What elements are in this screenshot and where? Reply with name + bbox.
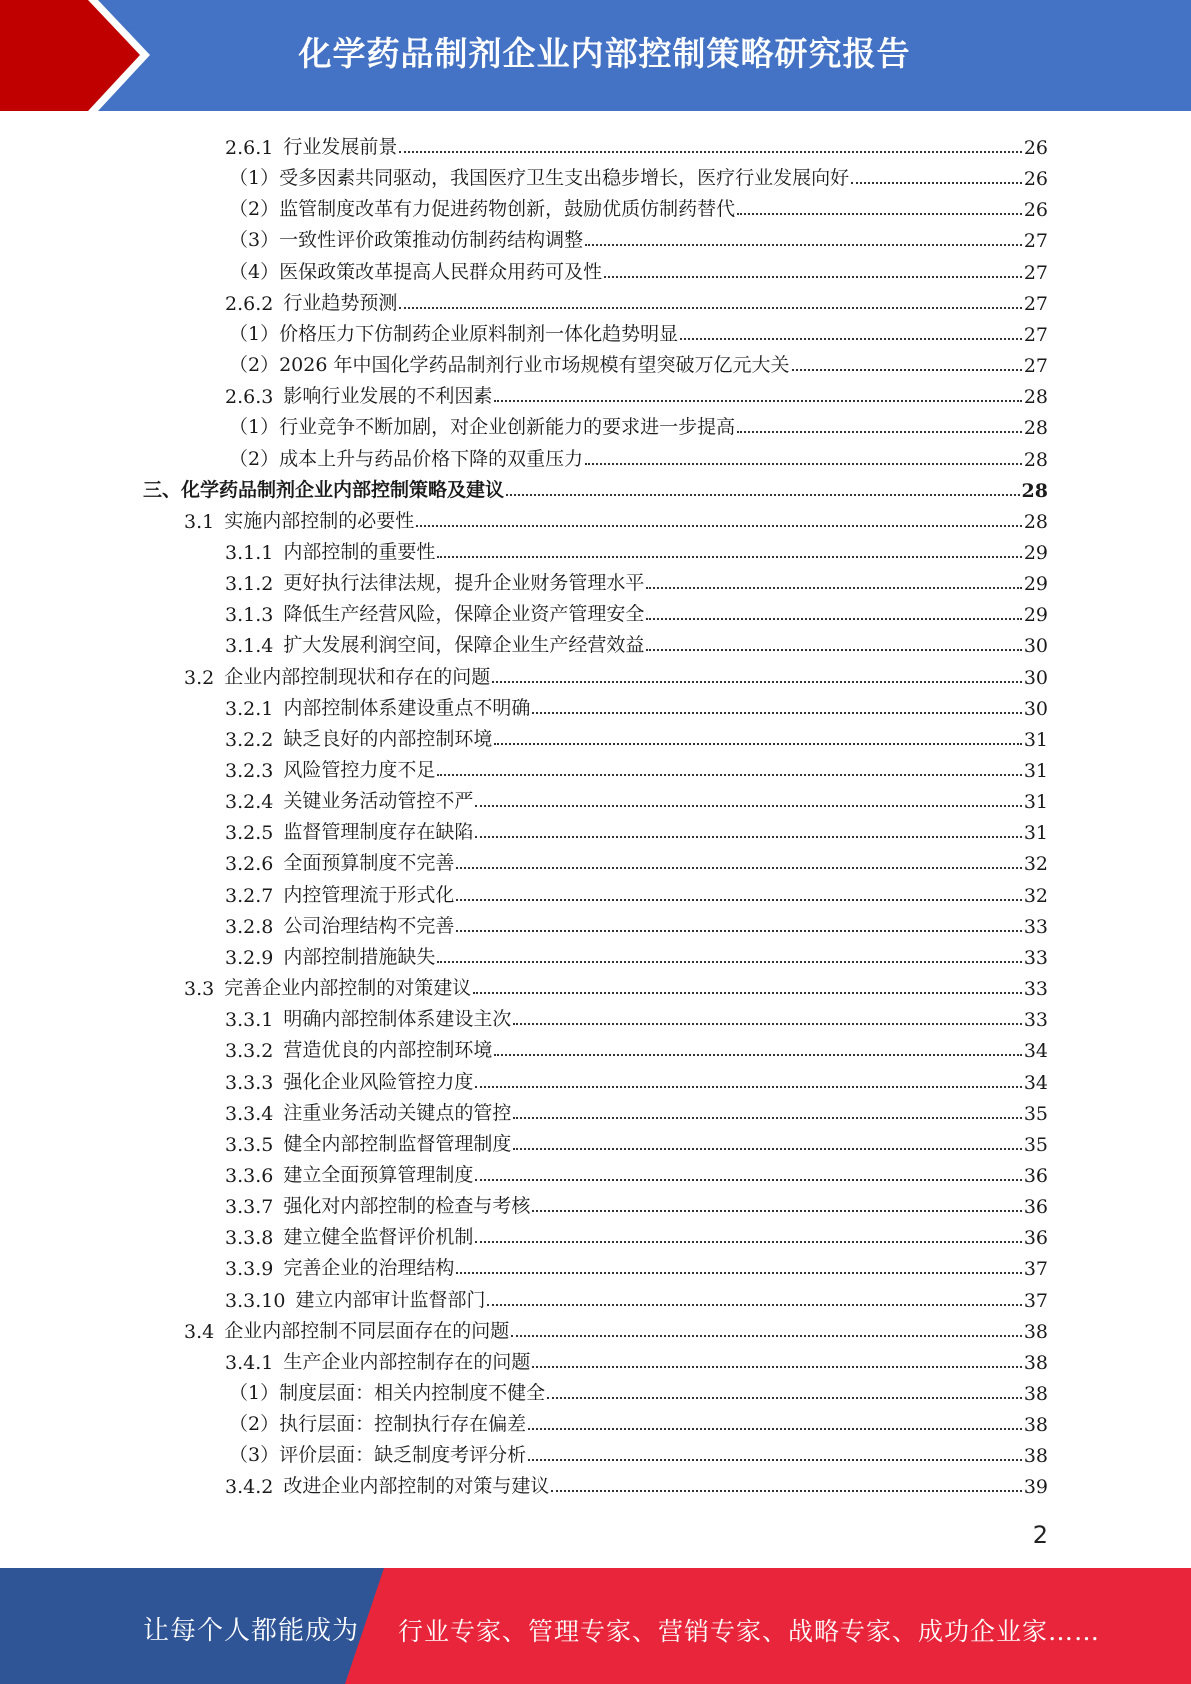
toc-entry-title: 扩大发展利润空间，保障企业生产经营效益	[283, 634, 645, 657]
toc-leader-dots	[475, 1086, 1021, 1088]
toc-entry-number: （3）	[229, 229, 280, 252]
toc-entry-number: 3.3.5	[225, 1133, 274, 1156]
toc-entry-title: 建立内部审计监督部门	[295, 1288, 486, 1311]
toc-entry-page: 36	[1023, 1227, 1048, 1250]
toc-entry[interactable]	[184, 1312, 1048, 1343]
toc-entry-page: 31	[1023, 760, 1048, 782]
toc-entry-page: 31	[1023, 822, 1048, 845]
toc-leader-dots	[494, 400, 1021, 402]
toc-entry-page: 28	[1023, 510, 1048, 533]
toc-entry-number: 三、	[143, 478, 182, 501]
toc-entry[interactable]	[225, 1063, 1048, 1094]
toc-entry-page: 33	[1023, 915, 1048, 938]
toc-entry-page: 37	[1023, 1289, 1048, 1312]
toc-entry-page: 27	[1023, 292, 1048, 315]
toc-entry-title: 影响行业发展的不利因素	[283, 385, 493, 408]
toc-entry-title: 化学药品制剂企业内部控制策略及建议	[181, 478, 505, 501]
toc-entry-page: 28	[1023, 417, 1048, 440]
toc-entry[interactable]	[225, 128, 1048, 159]
document-title: 化学药品制剂企业内部控制策略研究报告	[298, 34, 911, 73]
footer-slogan: 让每个人都能成为	[143, 1616, 360, 1646]
toc-entry[interactable]	[229, 190, 1048, 221]
toc-entry-title: 监督管理制度存在缺陷	[283, 821, 474, 844]
toc-leader-dots	[585, 244, 1022, 246]
toc-leader-dots	[473, 992, 1022, 994]
toc-entry[interactable]	[229, 253, 1048, 284]
toc-entry[interactable]	[225, 533, 1048, 564]
toc-entry-title: 强化对内部控制的检查与考核	[283, 1195, 531, 1218]
toc-entry-title: 关键业务活动管控不严	[283, 790, 474, 813]
toc-entry-number: 3.1	[184, 510, 215, 533]
toc-entry[interactable]	[225, 1187, 1048, 1218]
toc-entry-page: 29	[1023, 573, 1048, 596]
toc-entry-title: 价格压力下仿制药企业原料制剂一体化趋势明显	[279, 322, 679, 345]
toc-entry[interactable]	[225, 284, 1048, 315]
toc-entry-number: （4）	[229, 260, 280, 283]
toc-entry-page: 29	[1023, 541, 1048, 564]
toc-entry-title: 内控管理流于形式化	[283, 883, 455, 906]
toc-entry[interactable]	[225, 1218, 1048, 1249]
toc-leader-dots	[492, 681, 1022, 683]
toc-entry-number: 3.4.2	[225, 1476, 274, 1499]
toc-entry-number: 3.2.8	[225, 915, 274, 938]
toc-entry-page: 39	[1023, 1476, 1048, 1499]
toc-entry-title: 一致性评价政策推动仿制药结构调整	[279, 229, 584, 252]
toc-entry-number: 3.2.1	[225, 697, 274, 720]
toc-leader-dots	[646, 587, 1021, 589]
toc-entry-title: 全面预算制度不完善	[283, 852, 455, 875]
toc-entry-title: 执行层面：控制执行存在偏差	[279, 1413, 527, 1436]
toc-entry-number: 3.3.10	[225, 1289, 286, 1312]
toc-entry-number: 3.2.6	[225, 853, 274, 876]
toc-entry-title: 监管制度改革有力促进药物创新，鼓励优质仿制药替代	[279, 198, 736, 221]
toc-entry-number: 3.2.2	[225, 728, 274, 751]
toc-entry[interactable]	[225, 751, 1048, 782]
toc-entry[interactable]	[229, 221, 1048, 252]
toc-leader-dots	[528, 1459, 1022, 1461]
toc-entry-title: 明确内部控制体系建设主次	[283, 1008, 512, 1031]
toc-entry-title: 完善企业内部控制的对策建议	[224, 977, 472, 1000]
toc-entry-number: 3.3.1	[225, 1009, 274, 1032]
toc-entry-page: 38	[1023, 1351, 1048, 1374]
toc-entry-title: 完善企业的治理结构	[283, 1257, 455, 1280]
toc-leader-dots	[475, 836, 1021, 838]
toc-leader-dots	[494, 743, 1021, 745]
toc-entry-title: 内部控制的重要性	[283, 540, 436, 563]
toc-leader-dots	[585, 463, 1022, 465]
toc-entry-number: （3）	[229, 1444, 280, 1467]
toc-leader-dots	[680, 338, 1022, 340]
toc-entry-page: 31	[1023, 791, 1048, 814]
toc-entry-number: 2.6.2	[225, 292, 274, 315]
toc-leader-dots	[511, 1335, 1022, 1337]
toc-entry-title: 营造优良的内部控制环境	[283, 1039, 493, 1062]
toc-entry-title: 健全内部控制监督管理制度	[283, 1132, 512, 1155]
toc-entry[interactable]	[229, 159, 1048, 190]
toc-entry[interactable]	[229, 346, 1048, 377]
toc-leader-dots	[437, 556, 1021, 558]
toc-entry[interactable]	[225, 1000, 1048, 1031]
toc-entry-page: 27	[1023, 261, 1048, 284]
toc-entry-number: 3.3.4	[225, 1102, 274, 1125]
toc-leader-dots	[513, 1023, 1021, 1025]
toc-entry-title: 强化企业风险管控力度	[283, 1070, 474, 1093]
toc-entry-number: （1）	[229, 416, 280, 439]
toc-entry[interactable]	[225, 813, 1048, 844]
toc-entry-number: 3.3.3	[225, 1071, 274, 1094]
toc-entry-number: 3.1.2	[225, 573, 274, 596]
toc-entry-page: 27	[1023, 323, 1048, 346]
toc-entry-number: 3.1.3	[225, 604, 274, 627]
toc-entry-title: 实施内部控制的必要性	[224, 509, 415, 532]
toc-entry-page: 32	[1023, 853, 1048, 876]
toc-entry-title: 行业趋势预测	[283, 291, 398, 314]
toc-entry-page: 33	[1023, 1009, 1048, 1032]
toc-leader-dots	[604, 276, 1022, 278]
toc-entry-page: 38	[1023, 1445, 1048, 1468]
toc-entry-number: 3.4	[184, 1320, 215, 1343]
toc-entry[interactable]	[184, 502, 1048, 533]
toc-entry-title: 缺乏良好的内部控制环境	[283, 727, 493, 750]
toc-entry-number: 3.2	[184, 666, 215, 689]
toc-leader-dots	[456, 1272, 1021, 1274]
toc-entry-title: 成本上升与药品价格下降的双重压力	[279, 447, 584, 470]
toc-entry-page: 27	[1023, 355, 1048, 378]
toc-entry[interactable]	[225, 844, 1048, 875]
toc-entry[interactable]	[229, 1436, 1048, 1467]
toc-leader-dots	[456, 930, 1021, 932]
toc-entry-title: 风险管控力度不足	[283, 759, 436, 781]
toc-leader-dots	[399, 307, 1021, 309]
toc-entry-number: （2）	[229, 1413, 280, 1436]
page-number: 2	[1032, 1521, 1048, 1549]
page-footer	[0, 1568, 1191, 1684]
toc-leader-dots	[532, 712, 1021, 714]
toc-entry[interactable]	[225, 907, 1048, 938]
toc-leader-dots	[646, 618, 1021, 620]
toc-entry-number: （1）	[229, 167, 280, 190]
toc-leader-dots	[646, 649, 1021, 651]
toc-leader-dots	[399, 151, 1021, 153]
toc-entry-number: 3.2.5	[225, 822, 274, 845]
toc-entry-number: 3.3.9	[225, 1258, 274, 1281]
toc-entry-page: 27	[1023, 230, 1048, 253]
toc-leader-dots	[547, 1397, 1022, 1399]
footer-tagline: 行业专家、管理专家、营销专家、战略专家、成功企业家……	[398, 1617, 1101, 1646]
toc-entry[interactable]	[225, 626, 1048, 657]
toc-entry[interactable]	[225, 720, 1048, 751]
toc-entry[interactable]	[225, 1343, 1048, 1374]
toc-entry-title: 建立健全监督评价机制	[283, 1226, 474, 1249]
toc-entry[interactable]	[229, 1405, 1048, 1436]
toc-entry[interactable]	[225, 1249, 1048, 1280]
toc-entry-number: 3.3.8	[225, 1227, 274, 1250]
toc-entry-page: 36	[1023, 1196, 1048, 1219]
toc-entry-title: 注重业务活动关键点的管控	[283, 1101, 512, 1124]
toc-entry-title: 内部控制措施缺失	[283, 945, 436, 968]
toc-entry-title: 公司治理结构不完善	[283, 914, 455, 937]
toc-entry-number: （2）	[229, 447, 280, 470]
toc-entry-page: 38	[1023, 1414, 1048, 1437]
toc-entry-title: 生产企业内部控制存在的问题	[283, 1350, 531, 1373]
toc-entry[interactable]	[225, 782, 1048, 813]
toc-entry-title: 医保政策改革提高人民群众用药可及性	[279, 260, 603, 283]
toc-leader-dots	[513, 1117, 1021, 1119]
toc-entry-page: 31	[1023, 728, 1048, 751]
toc-entry-page: 38	[1023, 1320, 1048, 1343]
toc-entry-page: 28	[1023, 386, 1048, 409]
toc-entry-page: 37	[1023, 1258, 1048, 1281]
toc-leader-dots	[532, 1210, 1021, 1212]
toc-leader-dots	[737, 431, 1022, 433]
toc-entry[interactable]	[225, 1156, 1048, 1187]
toc-entry[interactable]	[229, 1374, 1048, 1405]
toc-entry[interactable]	[143, 471, 1048, 502]
toc-leader-dots	[475, 1179, 1021, 1181]
toc-leader-dots	[475, 1241, 1021, 1243]
toc-entry[interactable]	[225, 564, 1048, 595]
toc-leader-dots	[456, 867, 1021, 869]
toc-entry-number: 3.2.3	[225, 760, 274, 782]
toc-entry[interactable]	[229, 315, 1048, 346]
toc-entry-number: 3.3	[184, 978, 215, 1001]
toc-entry-page: 30	[1023, 697, 1048, 720]
toc-entry-page: 26	[1023, 168, 1048, 191]
toc-entry-number: 3.2.9	[225, 946, 274, 969]
toc-entry-page: 36	[1023, 1164, 1048, 1187]
toc-entry-title: 受多因素共同驱动，我国医疗卫生支出稳步增长，医疗行业发展向好	[279, 167, 850, 190]
toc-entry-page: 26	[1023, 137, 1048, 159]
toc-leader-dots	[528, 1428, 1022, 1430]
toc-entry-title: 制度层面：相关内控制度不健全	[279, 1382, 546, 1404]
toc-entry-page: 35	[1023, 1102, 1048, 1125]
toc-entry-page: 26	[1023, 199, 1048, 222]
toc-leader-dots	[494, 1054, 1021, 1056]
toc-leader-dots	[437, 961, 1021, 963]
toc-entry[interactable]	[225, 1467, 1048, 1498]
toc-entry-number: 3.3.7	[225, 1196, 274, 1219]
toc-entry-page: 34	[1023, 1040, 1048, 1063]
toc-entry-page: 29	[1023, 604, 1048, 627]
toc-entry[interactable]	[225, 377, 1048, 408]
toc-leader-dots	[456, 899, 1021, 901]
toc-entry-title: 企业内部控制现状和存在的问题	[224, 665, 491, 688]
toc-entry[interactable]	[225, 1125, 1048, 1156]
toc-leader-dots	[532, 1366, 1021, 1368]
toc-entry-number: （2）	[229, 354, 280, 377]
toc-entry-number: 2.6.1	[225, 137, 274, 159]
toc-entry-number: 3.2.4	[225, 791, 274, 814]
toc-entry-number: 2.6.3	[225, 386, 274, 409]
toc-entry-number: （1）	[229, 322, 280, 345]
toc-entry-page: 28	[1021, 479, 1048, 502]
toc-entry-number: 3.3.2	[225, 1040, 274, 1063]
toc-entry-title: 建立全面预算管理制度	[283, 1163, 474, 1186]
toc-entry-page: 35	[1023, 1133, 1048, 1156]
toc-entry-page: 30	[1023, 666, 1048, 689]
toc-entry-title: 改进企业内部控制的对策与建议	[283, 1475, 550, 1498]
toc-leader-dots	[506, 494, 1020, 496]
toc-entry-number: 3.4.1	[225, 1351, 274, 1374]
toc-leader-dots	[851, 182, 1022, 184]
toc-entry-number: （1）	[229, 1382, 280, 1404]
toc-entry-number: （2）	[229, 198, 280, 221]
toc-entry-page: 38	[1023, 1383, 1048, 1405]
toc-entry[interactable]	[225, 689, 1048, 720]
toc-entry[interactable]	[225, 876, 1048, 907]
toc-entry-number: 3.3.6	[225, 1164, 274, 1187]
toc-entry-number: 3.1.4	[225, 635, 274, 658]
toc-entry-page: 33	[1023, 946, 1048, 969]
page-header	[0, 0, 1191, 111]
toc-entry-page: 28	[1023, 448, 1048, 471]
toc-entry[interactable]	[225, 1094, 1048, 1125]
toc-leader-dots	[487, 1304, 1021, 1306]
toc-entry-page: 34	[1023, 1071, 1048, 1094]
toc-leader-dots	[416, 525, 1022, 527]
toc-entry-title: 评价层面：缺乏制度考评分析	[279, 1444, 527, 1467]
toc-leader-dots	[792, 369, 1022, 371]
toc-entry-page: 33	[1023, 978, 1048, 1001]
toc-entry[interactable]	[229, 440, 1048, 471]
toc-leader-dots	[513, 1148, 1021, 1150]
toc-entry-title: 行业发展前景	[283, 136, 398, 158]
toc-entry[interactable]	[184, 969, 1048, 1000]
toc-leader-dots	[475, 805, 1021, 807]
toc-entry[interactable]	[225, 1281, 1048, 1312]
toc-leader-dots	[551, 1490, 1021, 1492]
toc-entry[interactable]	[225, 1031, 1048, 1062]
toc-entry[interactable]	[225, 595, 1048, 626]
toc-entry-title: 降低生产经营风险，保障企业资产管理安全	[283, 603, 645, 626]
toc-leader-dots	[737, 213, 1022, 215]
toc-leader-dots	[437, 774, 1021, 776]
toc-entry[interactable]	[184, 658, 1048, 689]
toc-entry-title: 行业竞争不断加剧，对企业创新能力的要求进一步提高	[279, 416, 736, 439]
toc-entry-number: 3.2.7	[225, 884, 274, 907]
toc-entry[interactable]	[229, 408, 1048, 439]
toc-entry-page: 30	[1023, 635, 1048, 658]
toc-entry-page: 32	[1023, 884, 1048, 907]
toc-entry-title: 企业内部控制不同层面存在的问题	[224, 1319, 510, 1342]
toc-entry-title: 更好执行法律法规，提升企业财务管理水平	[283, 572, 645, 595]
toc-entry-number: 3.1.1	[225, 541, 274, 564]
toc-entry-title: 2026 年中国化学药品制剂行业市场规模有望突破万亿元大关	[279, 354, 790, 377]
toc-entry[interactable]	[225, 938, 1048, 969]
toc-entry-title: 内部控制体系建设重点不明确	[283, 696, 531, 719]
